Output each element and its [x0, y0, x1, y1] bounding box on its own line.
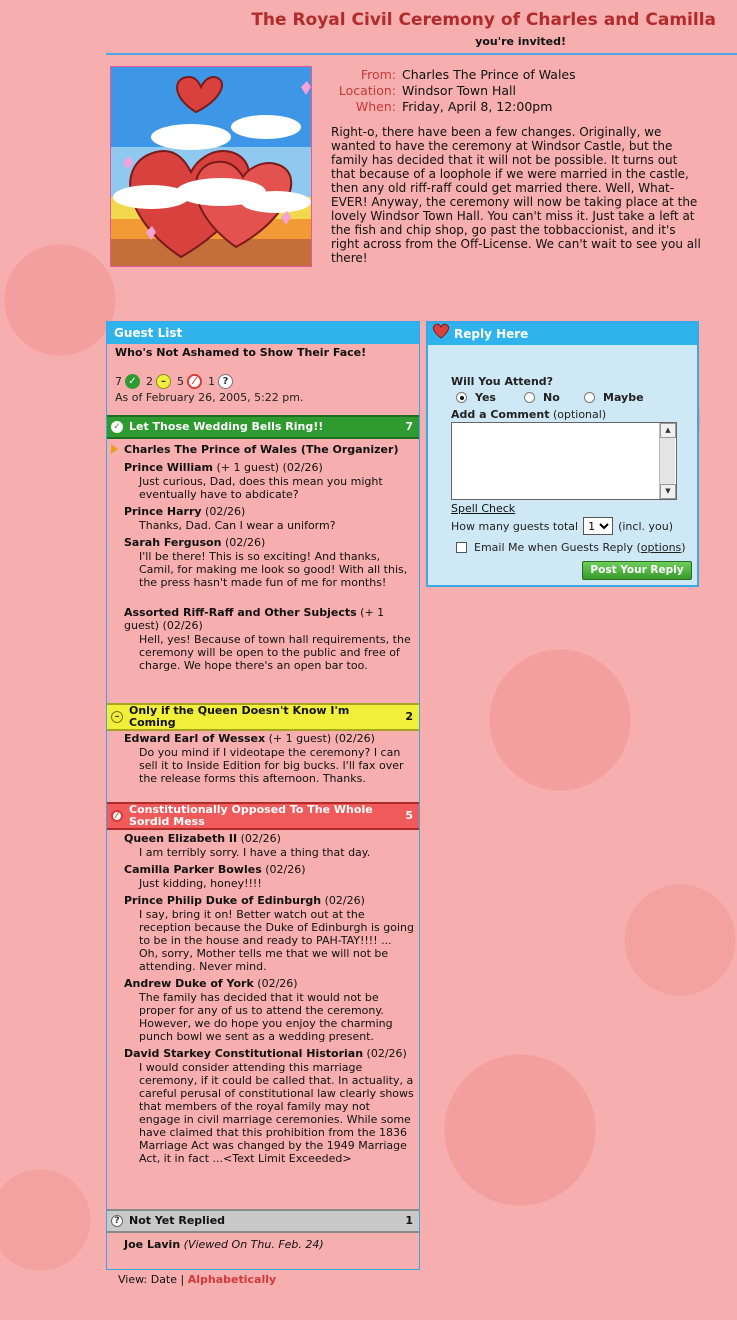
- guest-comment: Hell, yes! Because of town hall requirements, the ceremony will be open to the public and free of charge. We hope there's an open bar too.: [139, 633, 411, 672]
- group-header-not-replied: [107, 1209, 419, 1233]
- heart-icon: [432, 323, 450, 346]
- spell-check-link[interactable]: Spell Check: [451, 502, 516, 515]
- group-count-yes: 7: [405, 420, 413, 433]
- list-item: [124, 732, 414, 785]
- radio-no[interactable]: [524, 392, 535, 403]
- guest-detail: (+ 1 guest) (02/26): [124, 606, 385, 632]
- page-subtitle: you're invited!: [475, 35, 566, 48]
- group-header-maybe: [107, 703, 419, 731]
- guest-list-intro: [107, 344, 419, 359]
- radio-maybe[interactable]: [584, 392, 595, 403]
- guest-comment: Just curious, Dad, does this mean you might eventually have to abdicate?: [139, 475, 383, 501]
- email-me-label: Email Me when Guests Reply (: [474, 541, 641, 554]
- group-header-yes: [107, 415, 419, 439]
- attend-question: Will You Attend?: [451, 375, 554, 388]
- guest-comment: Do you mind if I videotape the ceremony? I can sell it to Inside Edition for big bucks. I'll fax over the release forms this afternoon. Thanks.: [139, 746, 404, 785]
- guest-comment: Just kidding, honey!!!!: [139, 877, 262, 890]
- guest-name: Camilla Parker Bowles: [124, 863, 262, 876]
- radio-no-label: No: [543, 391, 560, 404]
- guest-viewed: (Viewed On Thu. Feb. 24): [180, 1238, 324, 1251]
- guest-comment: I'll be there! This is so exciting! And thanks, Camil, for making me look so good! With all this, the press hasn't made fun of me for months!: [139, 550, 408, 589]
- count-maybe: 2: [146, 374, 153, 388]
- group-count-not-replied: 1: [405, 1214, 413, 1227]
- guest-name: Prince Harry: [124, 505, 202, 518]
- guest-detail: (02/26): [237, 832, 281, 845]
- email-me-row: [456, 541, 686, 554]
- email-me-checkbox[interactable]: [456, 542, 467, 553]
- list-item: [124, 505, 414, 532]
- when-value: Friday, April 8, 12:00pm: [402, 99, 553, 114]
- guest-list-panel: [106, 321, 420, 1270]
- comment-optional: (optional): [549, 408, 607, 421]
- group-header-no: [107, 802, 419, 830]
- guest-name: Assorted Riff-Raff and Other Subjects: [124, 606, 357, 619]
- event-when: [330, 99, 552, 114]
- header-divider: [106, 53, 737, 55]
- attend-no-option[interactable]: [524, 391, 560, 404]
- guest-detail: (02/26): [261, 863, 306, 876]
- organizer-arrow-icon: [111, 444, 118, 454]
- guest-name: Andrew Duke of York: [124, 977, 254, 990]
- group-title-no: Constitutionally Opposed To The Whole Sordid Mess: [129, 803, 373, 828]
- group-title-maybe: Only if the Queen Doesn't Know I'm Coming: [129, 704, 350, 729]
- count-yes: 7: [115, 374, 122, 388]
- location-label: Location:: [338, 83, 396, 98]
- check-icon: ✓: [125, 374, 140, 389]
- count-not-replied: 1: [208, 374, 215, 388]
- guests-total-label: How many guests total: [451, 519, 579, 533]
- scroll-down-icon[interactable]: ▼: [660, 484, 676, 499]
- count-no: 5: [177, 374, 184, 388]
- view-sort-bar: [118, 1273, 276, 1286]
- from-value: Charles The Prince of Wales: [402, 67, 576, 82]
- list-item: [124, 1047, 414, 1165]
- list-item: [124, 863, 414, 890]
- guest-detail: (02/26): [321, 894, 365, 907]
- when-label: When:: [355, 99, 396, 114]
- guest-list-subtitle: Who's Not Ashamed to Show Their Face!: [115, 346, 367, 359]
- as-of-timestamp: As of February 26, 2005, 5:22 pm.: [115, 391, 304, 404]
- guest-comment: The family has decided that it would not be proper for any of us to attend the ceremony. However, we do hope you enjoy the charming punch bowl we sent as a wedding present.: [139, 991, 393, 1043]
- guests-count-select[interactable]: [583, 517, 613, 535]
- question-icon: ?: [218, 374, 233, 389]
- view-separator: |: [180, 1273, 185, 1286]
- radio-yes[interactable]: [456, 392, 467, 403]
- list-item: [124, 977, 414, 1043]
- guest-detail: (+ 1 guest) (02/26): [213, 461, 323, 474]
- list-item: [124, 1238, 414, 1251]
- event-description: Right-o, there have been a few changes. Originally, we wanted to have the ceremony at Windsor Castle, but the family has decided that it will not be possible. It turns out that because of a loophole if we were married in the castle, then any old riff-raff could get married there. Well, What-EVER! Anyway, the ceremony will now be taking place at the lovely Windsor Town Hall. You can't miss it. Just take a left at the fish and chip shop, go past the tobbaccionist, and it's right across from the Off-License. We can't wait to see you all there!: [331, 125, 701, 265]
- no-icon: ⁄: [187, 374, 202, 389]
- email-options-link[interactable]: options: [640, 541, 682, 554]
- check-icon: ✓: [111, 421, 123, 433]
- guest-detail: (02/26): [201, 505, 246, 518]
- guests-total-row: [451, 517, 673, 535]
- comment-label: [451, 408, 606, 421]
- guest-detail: (02/26): [363, 1047, 407, 1060]
- guest-name: Edward Earl of Wessex: [124, 732, 266, 745]
- organizer-name: Charles The Prince of Wales (The Organizer): [124, 443, 399, 456]
- event-location: [330, 83, 516, 98]
- question-icon: ?: [111, 1215, 123, 1227]
- maybe-icon: –: [156, 374, 171, 389]
- scroll-up-icon[interactable]: ▲: [660, 423, 676, 438]
- response-counts: [115, 372, 419, 390]
- guest-list-title: Guest List: [107, 322, 419, 344]
- group-title-not-replied: Not Yet Replied: [129, 1214, 226, 1227]
- reply-header: [428, 323, 697, 345]
- guest-comment: I say, bring it on! Better watch out at the reception because the Duke of Edinburgh is going to be in the house and ready to PAH-TAY!!!! ... Oh, sorry, Mother tells me that we will not be attending. Never mind.: [139, 908, 414, 973]
- comment-textarea[interactable]: [451, 422, 677, 500]
- maybe-icon: –: [111, 711, 123, 723]
- location-value: Windsor Town Hall: [402, 83, 516, 98]
- guest-name: Prince William: [124, 461, 213, 474]
- guest-name: Prince Philip Duke of Edinburgh: [124, 894, 322, 907]
- reply-panel: [426, 321, 699, 587]
- guest-name: David Starkey Constitutional Historian: [124, 1047, 364, 1060]
- view-date-option[interactable]: Date: [150, 1273, 178, 1286]
- guest-name: Queen Elizabeth II: [124, 832, 238, 845]
- event-from: [330, 67, 576, 82]
- comment-scrollbar[interactable]: [659, 423, 675, 499]
- guest-comment: I am terribly sorry. I have a thing that day.: [139, 846, 371, 859]
- reply-title: Reply Here: [454, 327, 529, 341]
- email-options-close: ): [681, 541, 686, 554]
- list-item: [124, 461, 414, 501]
- group-title-yes: Let Those Wedding Bells Ring!!: [129, 420, 324, 433]
- attend-yes-option[interactable]: [456, 391, 496, 404]
- list-item: [124, 536, 414, 589]
- view-label: View:: [118, 1273, 148, 1286]
- post-reply-button[interactable]: Post Your Reply: [582, 561, 692, 580]
- guests-total-suffix: (incl. you): [618, 519, 673, 533]
- radio-maybe-label: Maybe: [603, 391, 644, 404]
- list-item: [124, 606, 414, 672]
- list-item: [124, 832, 414, 859]
- radio-yes-label: Yes: [475, 391, 496, 404]
- group-count-maybe: 2: [405, 710, 413, 723]
- event-hearts-image: [110, 66, 312, 267]
- guest-name: Sarah Ferguson: [124, 536, 222, 549]
- guest-detail: (02/26): [221, 536, 266, 549]
- view-alphabetically-link[interactable]: Alphabetically: [187, 1273, 277, 1286]
- guest-detail: (02/26): [253, 977, 298, 990]
- group-count-no: 5: [405, 809, 413, 822]
- comment-label-text: Add a Comment: [451, 408, 550, 421]
- from-label: From:: [360, 67, 396, 82]
- page-title: The Royal Civil Ceremony of Charles and Camilla: [251, 10, 716, 30]
- guest-comment: Thanks, Dad. Can I wear a uniform?: [139, 519, 336, 532]
- guest-detail: (+ 1 guest) (02/26): [265, 732, 375, 745]
- organizer-row: [111, 443, 398, 456]
- attend-maybe-option[interactable]: [584, 391, 644, 404]
- list-item: [124, 894, 414, 973]
- guest-comment: I would consider attending this marriage ceremony, if it could be called that. In actuality, a careful perusal of constitutional law clearly shows that members of the royal family may not engage in civil marriage ceremonies. While some have claimed that this prohibition from the 1836 Marriage Act was changed by the 1949 Marriage Act, it in fact ...<Text Limit Exceeded>: [139, 1061, 414, 1165]
- no-icon: ⁄: [111, 810, 123, 822]
- guest-name: Joe Lavin: [124, 1238, 181, 1251]
